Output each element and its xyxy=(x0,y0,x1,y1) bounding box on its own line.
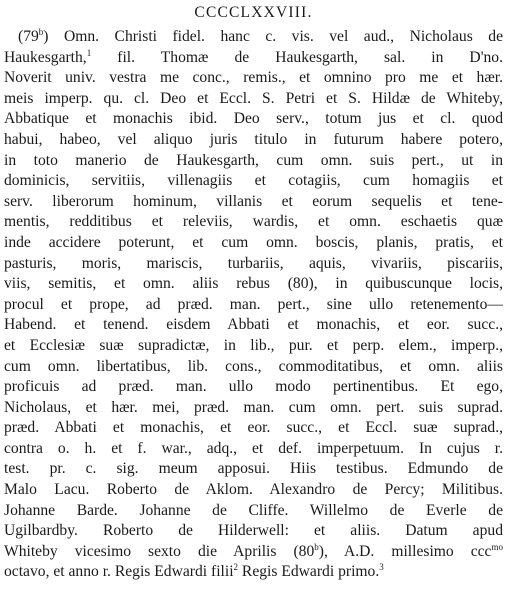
line-text: pasturis, moris, mariscis, turbariis, aquis, vivariis, piscariis, xyxy=(4,254,503,272)
line-text: cum omn. libertatibus, lib. cons., commoditatibus, et omn. aliis xyxy=(4,357,503,375)
text-line xyxy=(4,171,503,192)
line-text: præd. Abbati et monachis, et eor. succ., et Eccl. suæ suprad., xyxy=(4,419,503,437)
text-line xyxy=(4,377,503,398)
text-line xyxy=(4,315,503,336)
line-text: Ugilbardby. Roberto de Hilderwell: et aliis. Datum apud xyxy=(4,522,503,540)
text-line xyxy=(4,212,503,233)
superscript: 3 xyxy=(379,562,384,573)
text-line xyxy=(4,459,503,480)
text-line xyxy=(4,295,503,316)
line-text: Habend. et tenend. eisdem Abbati et monachis, et eor. succ., xyxy=(4,316,503,334)
text-line xyxy=(4,254,503,275)
text-line xyxy=(4,130,503,151)
superscript: 2 xyxy=(233,562,239,573)
line-text: procul et prope, ad præd. man. pert., sine ullo retenemento— xyxy=(4,295,503,313)
text-line xyxy=(4,336,503,357)
text-line xyxy=(4,233,503,254)
text-line xyxy=(4,109,503,130)
line-text: serv. liberorum hominum, villanis et eorum sequelis et tene- xyxy=(4,192,503,210)
text-line xyxy=(4,521,503,542)
line-text: et Ecclesiæ suæ supradictæ, in lib., pur. et perp. elem., imperp., xyxy=(4,336,503,354)
line-text: ), A.D. millesimo ccc xyxy=(318,542,492,560)
line-text: Regis Edwardi primo. xyxy=(238,563,380,581)
charter-text-body xyxy=(4,27,503,583)
superscript: b xyxy=(314,541,319,552)
text-line xyxy=(4,439,503,460)
superscript: mo xyxy=(491,541,503,552)
text-line xyxy=(4,68,503,89)
line-text: Malo Lacu. Roberto de Aklom. Alexandro de Percy; Militibus. xyxy=(4,481,503,499)
line-text: meis imperp. qu. cl. Deo et Eccl. S. Petri et S. Hildæ de Whiteby, xyxy=(4,89,503,107)
superscript: b xyxy=(38,27,44,37)
line-text: Nicholaus, et hær. mei, præd. man. cum omn. pert. suis suprad. xyxy=(4,398,503,416)
line-text: Haukesgarth, xyxy=(4,48,87,66)
line-text: proficuis ad præd. man. ullo modo pertinentibus. Et ego, xyxy=(4,378,503,396)
line-text: mentis, redditibus et releviis, wardis, et omn. eschaetis quæ xyxy=(4,213,503,231)
line-text: (79 xyxy=(18,28,39,45)
text-line xyxy=(4,192,503,213)
text-line xyxy=(4,480,503,501)
line-text: octavo, et anno r. Regis Edwardi filii xyxy=(4,563,234,581)
line-text: in toto manerio de Haukesgarth, cum omn. suis pert., ut in xyxy=(4,151,503,169)
line-text: test. pr. c. sig. meum apposui. Hiis testibus. Edmundo de xyxy=(4,460,503,478)
text-line xyxy=(4,562,503,583)
text-line xyxy=(4,89,503,110)
text-line xyxy=(4,27,503,48)
text-line xyxy=(4,357,503,378)
line-text: viis, semitis, et omn. aliis rebus (80), in quibuscunque locis, xyxy=(4,275,503,293)
line-text: inde accidere poterunt, et cum omn. boscis, planis, pratis, et xyxy=(4,233,503,251)
text-line xyxy=(4,418,503,439)
text-line xyxy=(4,542,503,563)
line-text: ) Omn. Christi fidel. hanc c. vis. vel aud., Nicholaus de xyxy=(43,28,503,45)
line-text: Noverit univ. vestra me conc., remis., et omnino pro me et hær. xyxy=(4,69,503,87)
line-text: fil. Thomæ de Haukesgarth, sal. in D'no. xyxy=(91,48,503,66)
superscript: 1 xyxy=(86,47,92,58)
text-line xyxy=(4,274,503,295)
text-line xyxy=(4,48,503,69)
line-text: habui, habeo, vel aliquo juris titulo in futurum habere potero, xyxy=(4,130,503,148)
charter-number-heading: CCCCLXXVIII. xyxy=(194,4,313,21)
text-line xyxy=(4,398,503,419)
line-text: contra o. h. et f. war., adq., et def. imperpetuum. In cujus r. xyxy=(4,439,503,457)
line-text: Abbatique et monachis ibid. Deo serv., totum jus et cl. quod xyxy=(4,110,503,128)
line-text: Johanne Barde. Johanne de Cliffe. Willelmo de Everle de xyxy=(4,501,503,519)
text-line xyxy=(4,151,503,172)
line-text: Whiteby vicesimo sexto die Aprilis (80 xyxy=(4,542,315,560)
line-text: dominicis, servitiis, villenagiis et cotagiis, cum homagiis et xyxy=(4,172,503,190)
text-line xyxy=(4,501,503,522)
